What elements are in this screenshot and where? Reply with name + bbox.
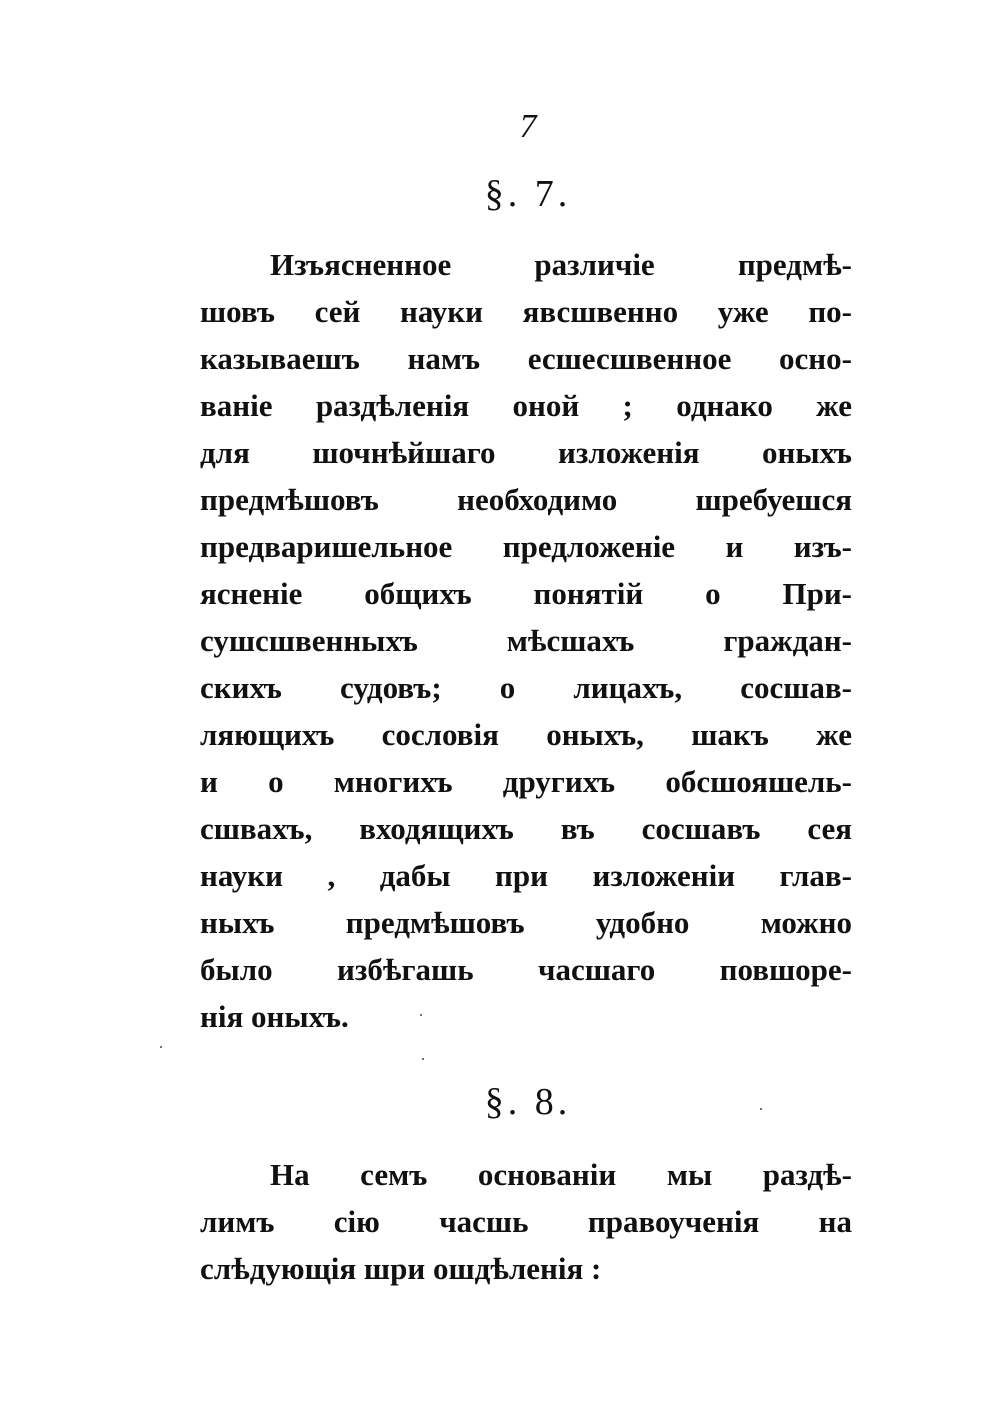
ink-speck [422,1058,424,1060]
ink-speck [420,1014,422,1016]
paragraph-line: сушсшвенныхъ мѣсшахъ граждан- [200,623,852,658]
paragraph-line: ваніе раздѣленія оной ; однако же [200,388,852,423]
paragraph-line: казываешъ намъ есшесшвенное осно- [200,341,852,376]
paragraph-line: предваришельное предложеніе и изъ- [200,529,852,564]
paragraph-line: слѣдующія шри ошдѣленія : [200,1251,602,1286]
paragraph-line: науки , дабы при изложеніи глав- [200,858,852,893]
paragraph-line: сшвахъ, входящихъ въ сосшавъ сея [200,811,852,846]
paragraph-line: ныхъ предмѣшовъ удобно можно [200,905,852,940]
page-number: 7 [519,108,537,145]
paragraph-line: Изъясненное различіе предмѣ- [270,247,852,282]
paragraph-line: нія оныхъ. [200,999,349,1034]
paragraph-line: лимъ сію часшь правоученія на [200,1204,852,1239]
ink-speck [760,1108,762,1110]
paragraph-line: На семъ основаніи мы раздѣ- [270,1157,852,1192]
section-8-heading: §. 8. [484,1081,572,1123]
paragraph-line: шовъ сей науки явсшвенно уже по- [200,294,852,329]
paragraph-line: было избѣгашь часшаго повшоре- [200,952,852,987]
paragraph-line: предмѣшовъ необходимо шребуешся [200,482,852,517]
section-7-heading: §. 7. [484,173,572,215]
paragraph-line: ляющихъ сословія оныхъ, шакъ же [200,717,852,752]
ink-speck [160,1046,162,1048]
paragraph-line: для шочнѣйшаго изложенія оныхъ [200,435,852,470]
paragraph-line: ясненіе общихъ понятій о При- [200,576,852,611]
paragraph-line: и о многихъ другихъ обсшояшель- [200,764,852,799]
paragraph-line: скихъ судовъ; о лицахъ, сосшав- [200,670,852,705]
